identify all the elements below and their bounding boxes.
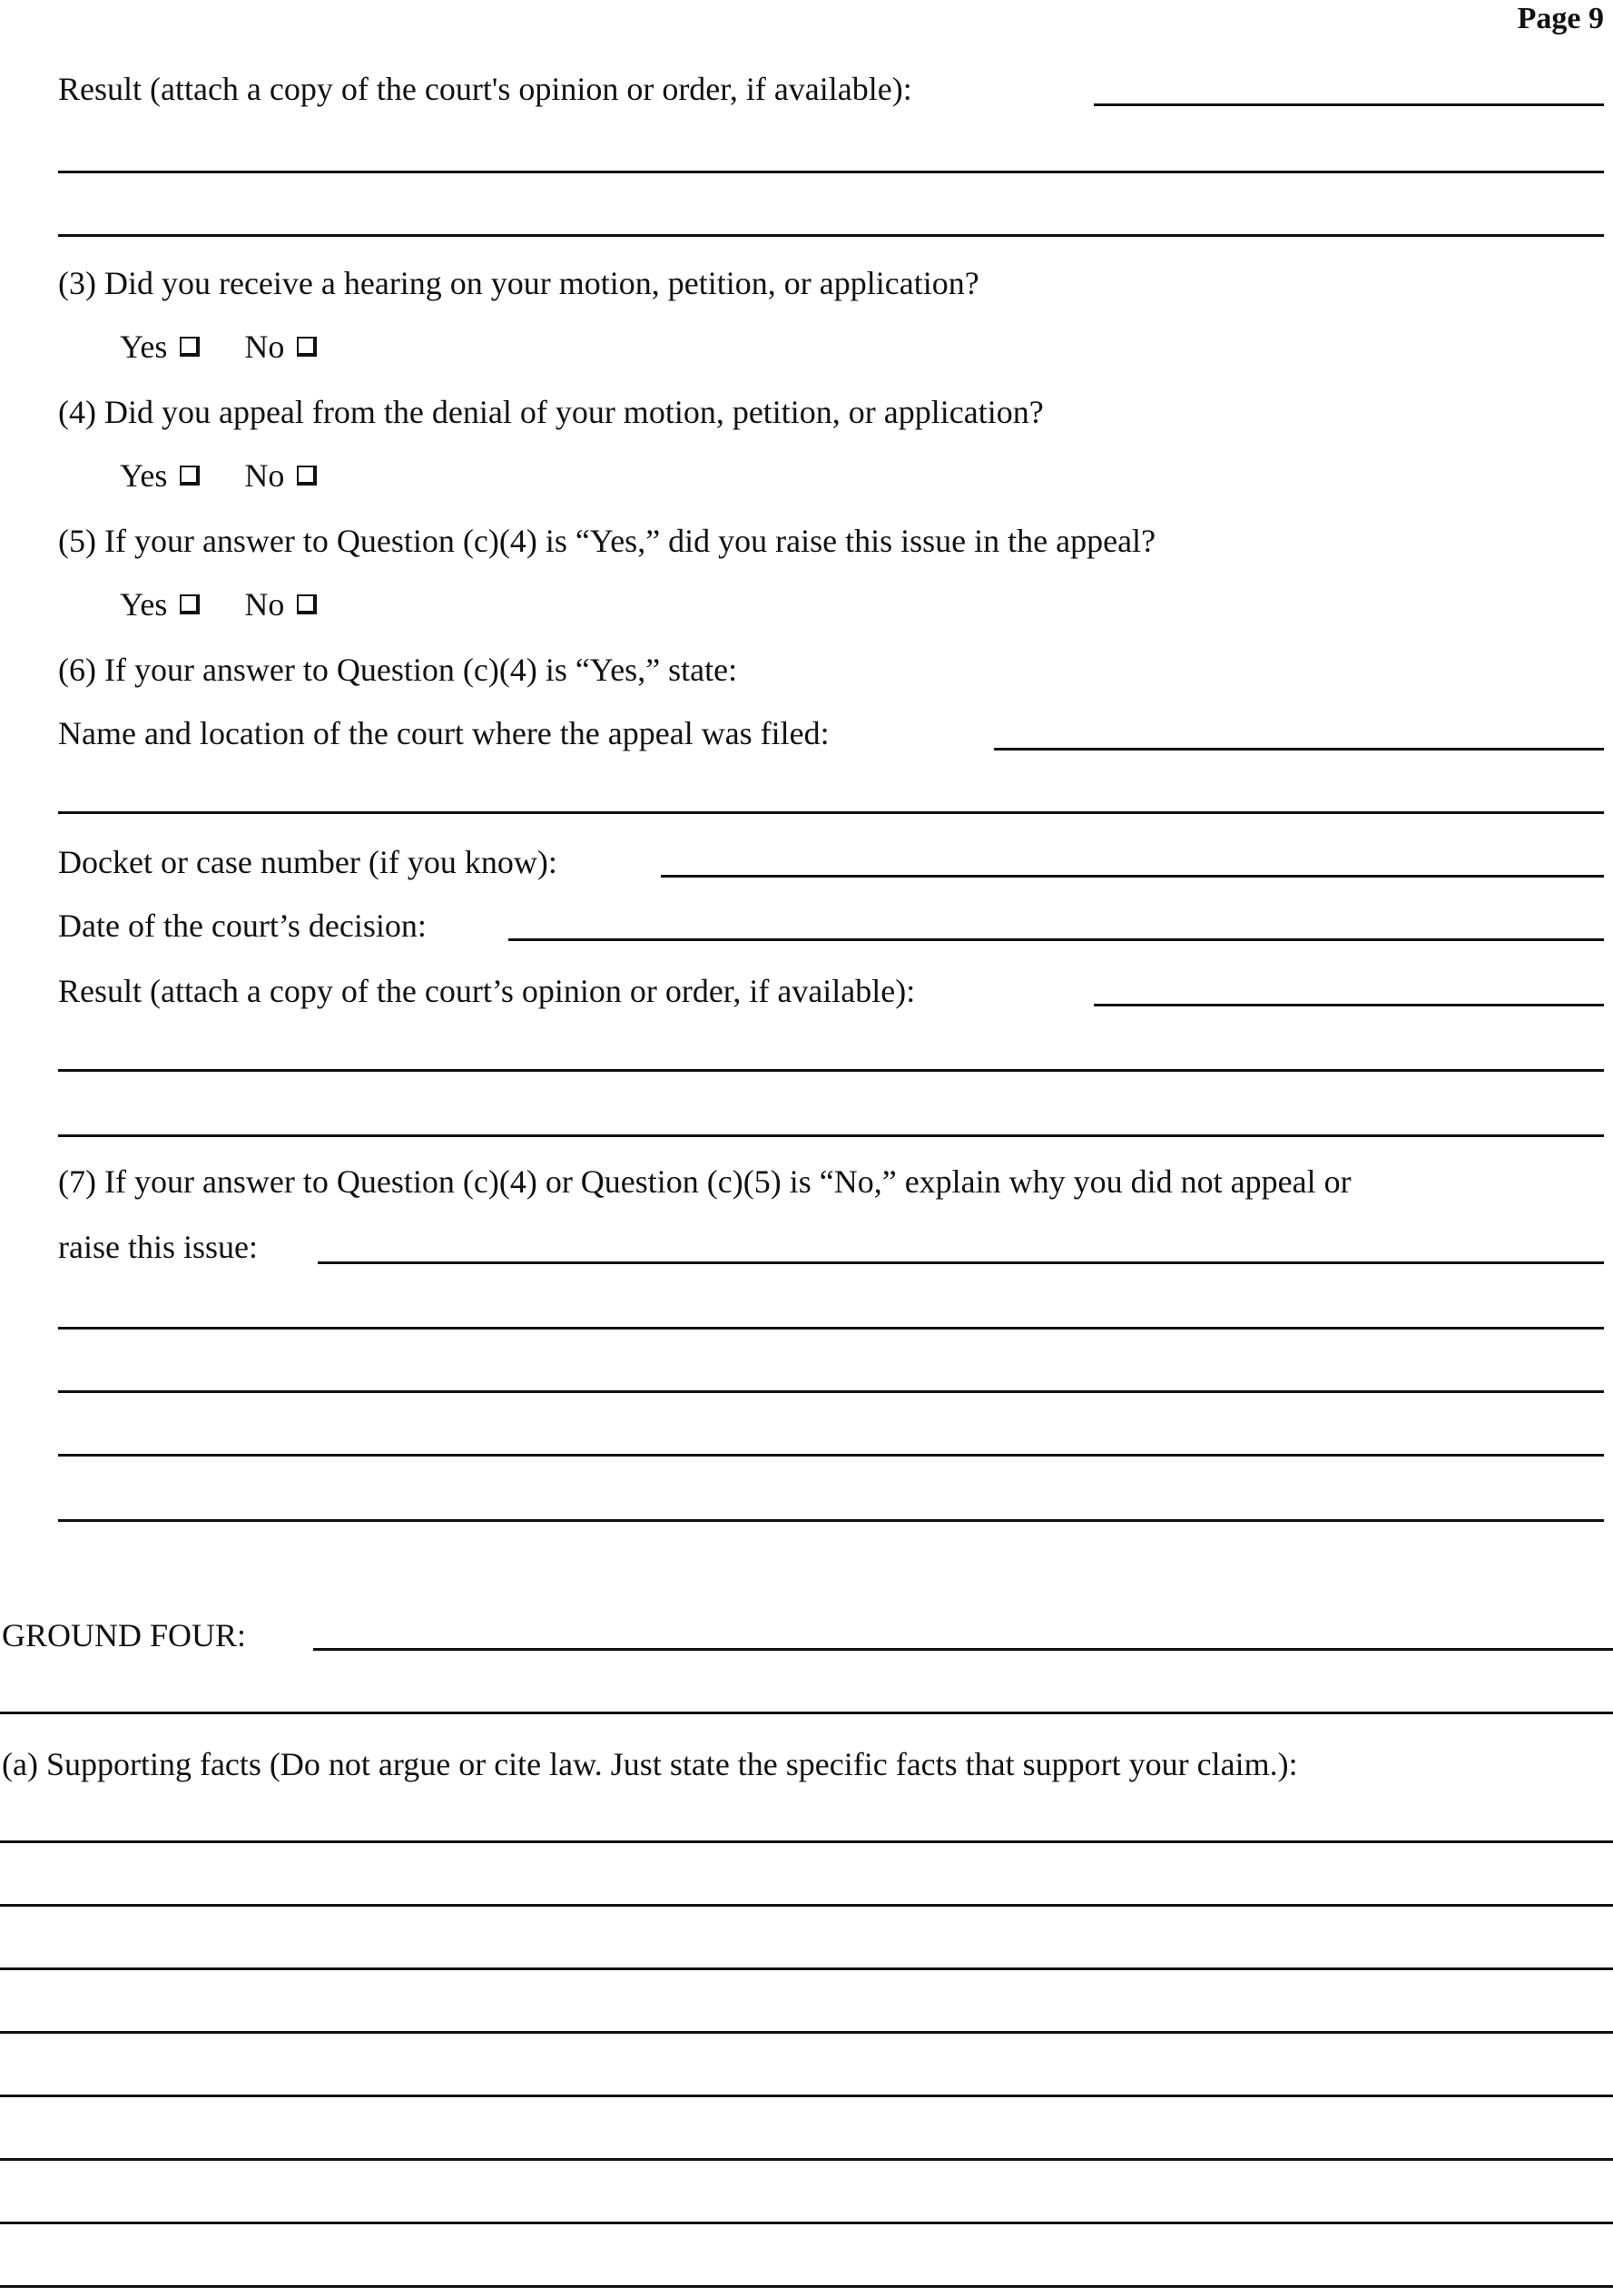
court-label: Name and location of the court where the appeal was filed: xyxy=(58,715,830,751)
ground-four-field[interactable] xyxy=(313,1648,1613,1651)
date-field[interactable] xyxy=(508,938,1604,941)
explain-field[interactable] xyxy=(318,1261,1604,1264)
q5-yes-checkbox[interactable] xyxy=(180,594,200,614)
q4-no-checkbox[interactable] xyxy=(297,466,317,486)
question-3-options xyxy=(120,329,353,365)
no-label: No xyxy=(244,329,285,365)
docket-label: Docket or case number (if you know): xyxy=(58,844,557,880)
q3-no-checkbox[interactable] xyxy=(297,337,317,357)
q5-no-checkbox[interactable] xyxy=(297,594,317,614)
no-label: No xyxy=(244,586,285,623)
explain-field-line-3[interactable] xyxy=(58,1390,1604,1393)
court-field-line-2[interactable] xyxy=(58,811,1604,814)
appeal-result-field-line-2[interactable] xyxy=(58,1069,1604,1072)
court-field[interactable] xyxy=(994,748,1604,751)
explain-field-line-2[interactable] xyxy=(58,1327,1604,1330)
yes-label: Yes xyxy=(120,586,168,623)
appeal-result-label: Result (attach a copy of the court’s opinion or order, if available): xyxy=(58,973,916,1009)
appeal-result-field[interactable] xyxy=(1094,1004,1604,1006)
facts-line-8[interactable] xyxy=(0,2285,1613,2288)
question-7: (7) If your answer to Question (c)(4) or Question (c)(5) is “No,” explain why you did not appeal or xyxy=(58,1163,1352,1200)
facts-line-6[interactable] xyxy=(0,2158,1613,2161)
question-6: (6) If your answer to Question (c)(4) is “Yes,” state: xyxy=(58,652,738,688)
supporting-facts-label: (a) Supporting facts (Do not argue or cite law. Just state the specific facts that support your claim.): xyxy=(2,1746,1298,1782)
no-label: No xyxy=(244,457,285,494)
docket-field[interactable] xyxy=(661,875,1604,878)
facts-line-7[interactable] xyxy=(0,2222,1613,2224)
result-field[interactable] xyxy=(1094,103,1604,106)
explain-field-line-4[interactable] xyxy=(58,1454,1604,1457)
result-label: Result (attach a copy of the court's opinion or order, if available): xyxy=(58,71,912,107)
yes-label: Yes xyxy=(120,457,168,494)
question-3: (3) Did you receive a hearing on your motion, petition, or application? xyxy=(58,265,979,301)
date-label: Date of the court’s decision: xyxy=(58,908,427,944)
explain-field-line-5[interactable] xyxy=(58,1519,1604,1522)
result-field-line-2[interactable] xyxy=(58,171,1604,173)
yes-label: Yes xyxy=(120,329,168,365)
q3-yes-checkbox[interactable] xyxy=(180,337,200,357)
question-5-options xyxy=(120,586,353,623)
facts-line-2[interactable] xyxy=(0,1904,1613,1907)
question-5: (5) If your answer to Question (c)(4) is “Yes,” did you raise this issue in the appeal? xyxy=(58,523,1156,559)
question-4-options xyxy=(120,457,353,494)
facts-line-4[interactable] xyxy=(0,2031,1613,2034)
ground-four-field-line-2[interactable] xyxy=(0,1712,1613,1714)
question-4: (4) Did you appeal from the denial of your motion, petition, or application? xyxy=(58,394,1044,430)
ground-four-label: GROUND FOUR: xyxy=(2,1617,247,1653)
result-field-line-3[interactable] xyxy=(58,234,1604,237)
facts-line-5[interactable] xyxy=(0,2095,1613,2097)
facts-line-1[interactable] xyxy=(0,1840,1613,1843)
facts-line-3[interactable] xyxy=(0,1967,1613,1970)
page-number: Page 9 xyxy=(1517,2,1604,35)
question-7-continued: raise this issue: xyxy=(58,1229,258,1265)
q4-yes-checkbox[interactable] xyxy=(180,466,200,486)
appeal-result-field-line-3[interactable] xyxy=(58,1134,1604,1137)
